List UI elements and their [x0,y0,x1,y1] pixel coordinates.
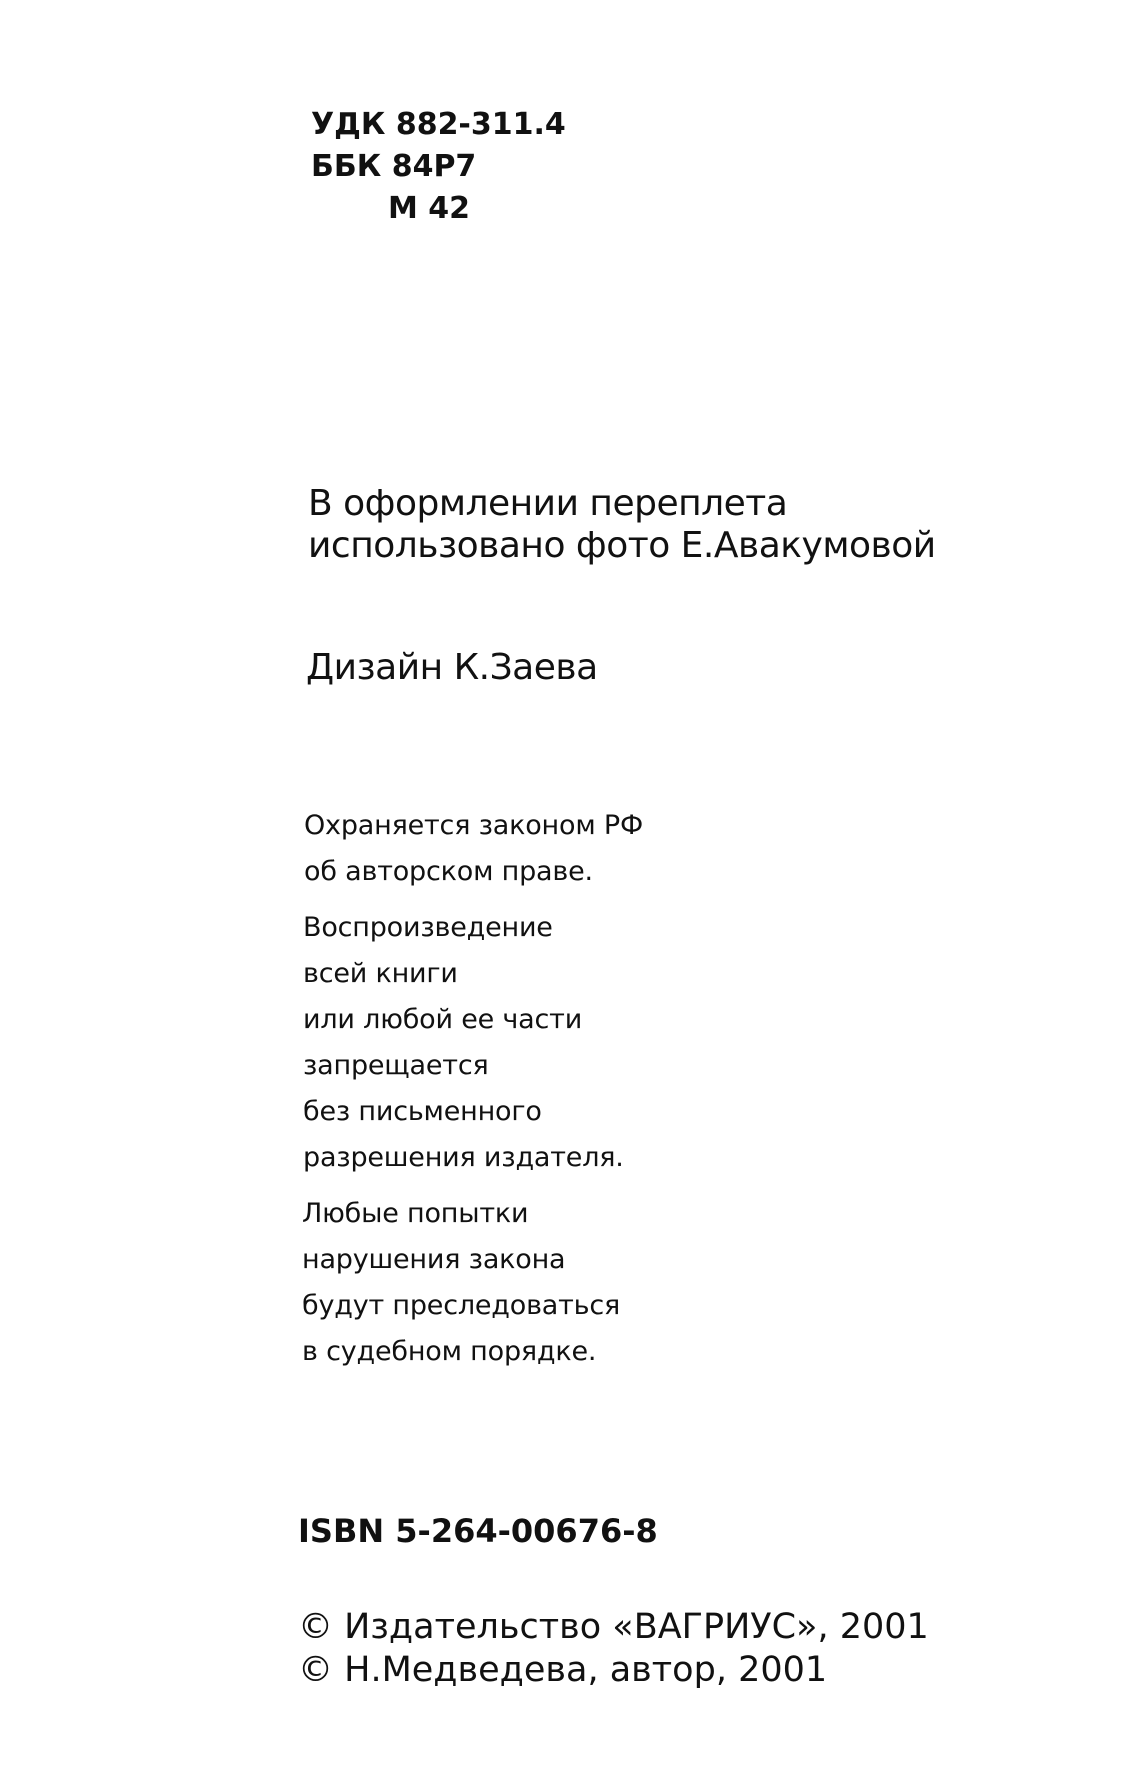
notice-line: в судебном порядке. [302,1336,597,1367]
notice-line: разрешения издателя. [303,1142,624,1173]
design-credit: Дизайн К.Заева [306,647,598,688]
notice-line: Охраняется законом РФ [304,810,643,841]
cover-credit-line-1: В оформлении переплета [308,483,788,524]
cover-credit-line-2: использовано фото Е.Авакумовой [308,525,936,566]
notice-line: или любой ее части [303,1004,583,1035]
notice-line: всей книги [303,958,458,989]
isbn: ISBN 5-264-00676-8 [298,1512,658,1550]
copyright-publisher: © Издательство «ВАГРИУС», 2001 [298,1607,929,1647]
author-mark: М 42 [388,191,471,226]
notice-line: будут преследоваться [302,1290,621,1321]
udk-code: УДК 882-311.4 [311,107,566,142]
notice-line: без письменного [303,1096,542,1127]
notice-line: об авторском праве. [304,856,593,887]
notice-line: Воспроизведение [303,912,553,943]
notice-line: Любые попытки [302,1198,529,1229]
bbk-code: ББК 84Р7 [311,149,477,184]
notice-line: запрещается [303,1050,489,1081]
notice-line: нарушения закона [302,1244,566,1275]
copyright-author: © Н.Медведева, автор, 2001 [298,1650,828,1690]
